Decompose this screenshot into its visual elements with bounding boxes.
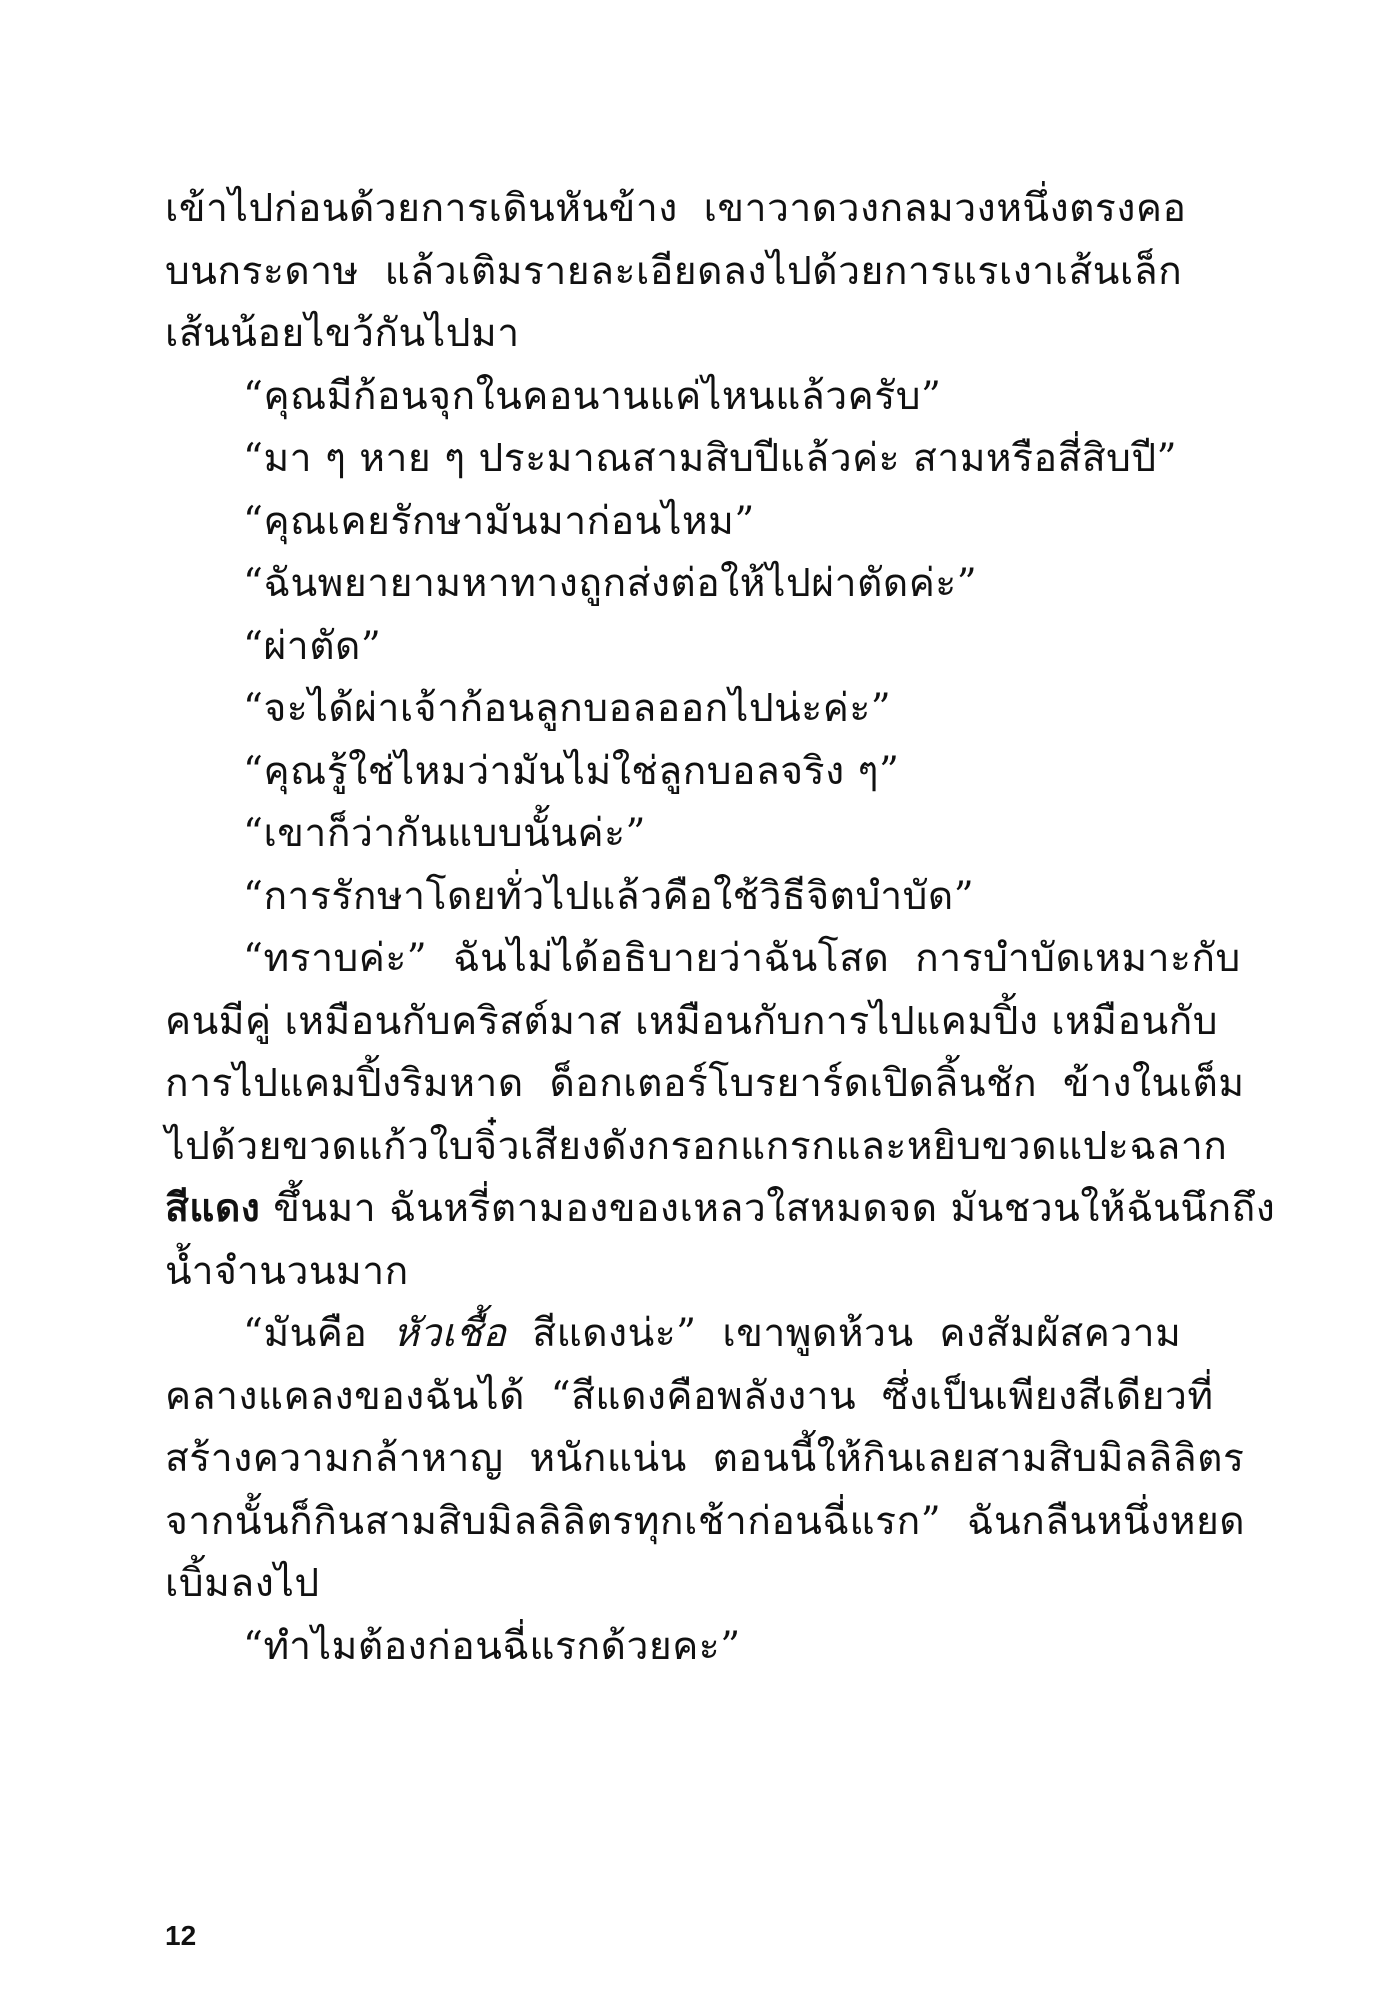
body-text [165,178,1276,1678]
text-line: สร้างความกล้าหาญ หนักแน่น ตอนนี้ให้กินเลยสามสิบมิลลิลิตร [165,1436,1245,1481]
italic-emphasis: หัวเชื้อ [393,1311,507,1356]
dialogue-line: “ผ่าตัด” [243,623,382,669]
dialogue-line: “ฉันพยายามหาทางถูกส่งต่อให้ไปผ่าตัดค่ะ” [243,561,978,606]
dialogue-line: “จะได้ผ่าเจ้าก้อนลูกบอลออกไปน่ะค่ะ” [243,686,892,731]
text-line: คนมีคู่ เหมือนกับคริสต์มาส เหมือนกับการไปแคมปิ้ง เหมือนกับ [165,998,1218,1044]
dialogue-line: “ทำไมต้องก่อนฉี่แรกด้วยคะ” [243,1623,741,1669]
dialogue-line: “คุณเคยรักษามันมาก่อนไหม” [243,498,755,544]
dialogue-line: “การรักษาโดยทั่วไปแล้วคือใช้วิธีจิตบำบัด” [243,873,975,919]
dialogue-line: “คุณรู้ใช่ไหมว่ามันไม่ใช่ลูกบอลจริง ๆ” [243,748,900,794]
text-line: ไปด้วยขวดแก้วใบจิ๋วเสียงดังกรอกแกรกและหยิบขวดแปะฉลาก [165,1123,1228,1169]
text-line: เบิ้มลงไป [165,1561,320,1606]
text-line: สีแดง ขึ้นมา ฉันหรี่ตามองของเหลวใสหมดจด มันชวนให้ฉันนึกถึง [165,1186,1276,1231]
dialogue-line: “มา ๆ หาย ๆ ประมาณสามสิบปีแล้วค่ะ สามหรือสี่สิบปี” [243,436,1178,481]
paragraph-start-line: “มันคือ หัวเชื้อ สีแดงน่ะ” เขาพูดห้วน คงสัมผัสความ [243,1311,1182,1356]
page-number: 12 [165,1920,197,1951]
dialogue-line: “เขาก็ว่ากันแบบนั้นค่ะ” [243,811,646,856]
bold-emphasis: สีแดง [165,1186,261,1231]
text-line: น้ำจำนวนมาก [165,1248,409,1294]
text-line: บนกระดาษ แล้วเติมรายละเอียดลงไปด้วยการแรเงาเส้นเล็ก [165,248,1183,294]
text-line: คลางแคลงของฉันได้ “สีแดงคือพลังงาน ซึ่งเป็นเพียงสีเดียวที่ [165,1373,1214,1419]
paragraph-start-line: “ทราบค่ะ” ฉันไม่ได้อธิบายว่าฉันโสด การบำบัดเหมาะกับ [243,936,1241,981]
text-line: เข้าไปก่อนด้วยการเดินหันข้าง เขาวาดวงกลมวงหนึ่งตรงคอ [165,186,1187,231]
text-line: จากนั้นก็กินสามสิบมิลลิลิตรทุกเช้าก่อนฉี่แรก” ฉันกลืนหนึ่งหยด [165,1498,1246,1544]
text-line: เส้นน้อยไขว้กันไปมา [165,311,520,356]
dialogue-line: “คุณมีก้อนจุกในคอนานแค่ไหนแล้วครับ” [243,373,942,419]
text-line: การไปแคมปิ้งริมหาด ด็อกเตอร์โบรยาร์ดเปิดลิ้นชัก ข้างในเต็ม [165,1061,1245,1106]
